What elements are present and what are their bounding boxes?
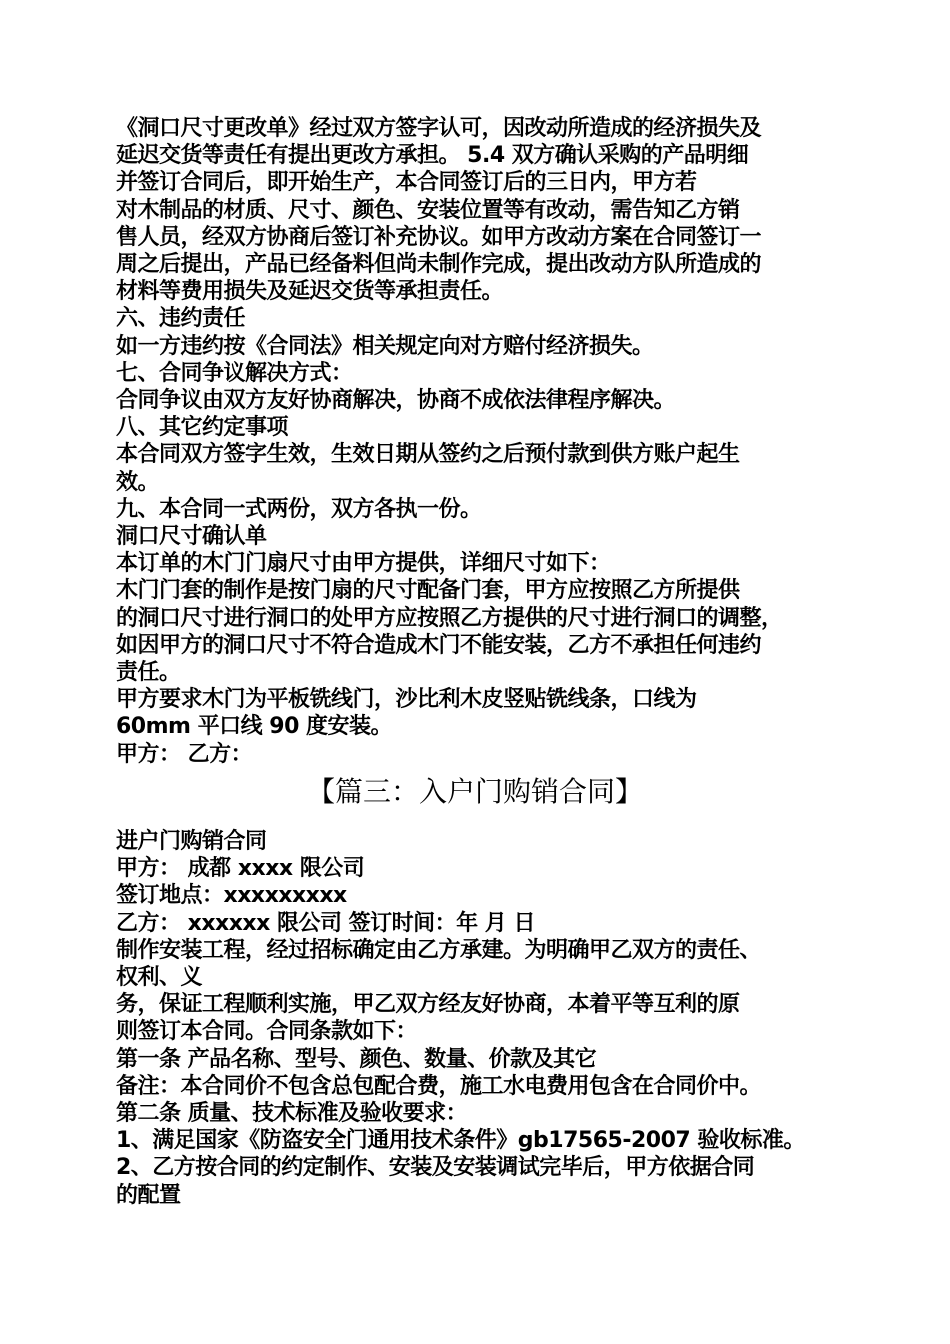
text-line: 并签订合同后，即开始生产，本合同签订后的三日内，甲方若 (116, 170, 697, 195)
text-line: 甲方： 成都 xxxx 限公司 (116, 856, 365, 881)
text-line: 1、满足国家《防盗安全门通用技术条件》gb17565-2007 验收标准。 (116, 1128, 805, 1153)
text-line: 权利、义 (116, 965, 203, 990)
text-line: 制作安装工程，经过招标确定由乙方承建。为明确甲乙双方的责任、 (116, 938, 762, 963)
text-line: 的洞口尺寸进行洞口的处甲方应按照乙方提供的尺寸进行洞口的调整， (116, 606, 783, 631)
text-line: 签订地点：xxxxxxxxx (116, 883, 347, 908)
text-line: 2、乙方按合同的约定制作、安装及安装调试完毕后，甲方依据合同 (116, 1155, 755, 1180)
text-line: 务，保证工程顺利实施，甲乙双方经友好协商，本着平等互利的原 (116, 992, 740, 1017)
text-line: 九、本合同一式两份，双方各执一份。 (116, 497, 482, 522)
section-heading: 【篇三：入户门购销合同】 (306, 775, 643, 808)
text-line: 木门门套的制作是按门扇的尺寸配备门套，甲方应按照乙方所提供 (116, 578, 740, 603)
text-line: 延迟交货等责任有提出更改方承担。 5.4 双方确认采购的产品明细 (116, 143, 749, 168)
text-line: 本订单的木门门扇尺寸由甲方提供，详细尺寸如下： (116, 551, 611, 576)
text-line: 进户门购销合同 (116, 829, 267, 854)
text-line: 材料等费用损失及延迟交货等承担责任。 (116, 279, 504, 304)
text-line: 本合同双方签字生效，生效日期从签约之后预付款到供方账户起生 (116, 442, 740, 467)
text-line: 效。 (116, 470, 160, 495)
text-line: 七、合同争议解决方式： (116, 361, 353, 386)
text-line: 60mm 平口线 90 度安装。 (116, 714, 393, 739)
text-line: 对木制品的材质、尺寸、颜色、安装位置等有改动，需告知乙方销 (116, 198, 740, 223)
text-line: 备注：本合同价不包含总包配合费，施工水电费用包含在合同价中。 (116, 1074, 762, 1099)
text-line: 第一条 产品名称、型号、颜色、数量、价款及其它 (116, 1047, 597, 1072)
text-line: 周之后提出，产品已经备料但尚未制作完成，提出改动方队所造成的 (116, 252, 762, 277)
text-line: 如一方违约按《合同法》相关规定向对方赔付经济损失。 (116, 334, 654, 359)
text-line: 的配置 (116, 1183, 181, 1208)
text-line: 第二条 质量、技术标准及验收要求： (116, 1101, 468, 1126)
text-line: 合同争议由双方友好协商解决，协商不成依法律程序解决。 (116, 388, 676, 413)
text-line: 甲方要求木门为平板铣线门，沙比利木皮竖贴铣线条，口线为 (116, 687, 697, 712)
text-line: 售人员，经双方协商后签订补充协议。如甲方改动方案在合同签订一 (116, 225, 762, 250)
text-line: 洞口尺寸确认单 (116, 524, 267, 549)
text-line: 如因甲方的洞口尺寸不符合造成木门不能安装，乙方不承担任何违约 (116, 633, 762, 658)
text-line: 《洞口尺寸更改单》经过双方签字认可，因改动所造成的经济损失及 (116, 116, 762, 141)
text-line: 甲方： 乙方： (116, 742, 253, 767)
text-line: 则签订本合同。合同条款如下： (116, 1019, 418, 1044)
text-line: 责任。 (116, 660, 181, 685)
text-line: 八、其它约定事项 (116, 415, 289, 440)
text-line: 乙方： xxxxxx 限公司 签订时间：年 月 日 (116, 911, 535, 936)
text-line: 六、违约责任 (116, 306, 246, 331)
